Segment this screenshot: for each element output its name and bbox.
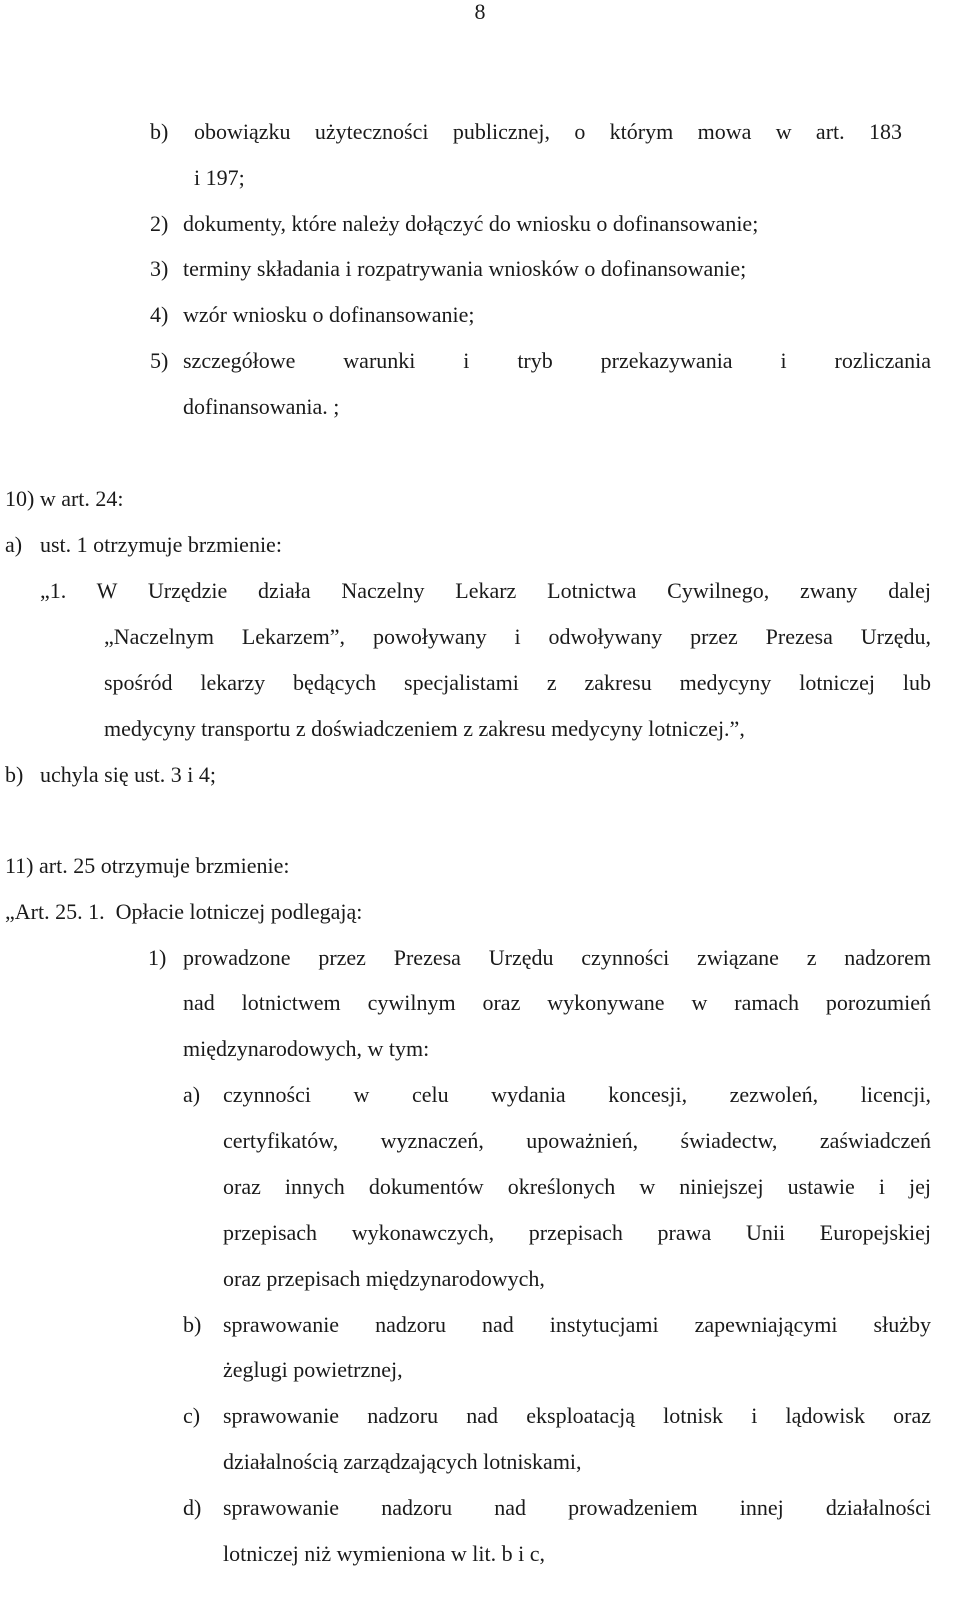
- list-item-5-line2: dofinansowania. ;: [183, 394, 340, 419]
- sub-d-line1: sprawowanie nadzoru nad prowadzeniem innej działalności: [223, 1495, 931, 1520]
- list-item-5-line1: szczegółowe warunki i tryb przekazywania i rozliczania: [183, 348, 931, 373]
- quote-line-3: spośród lekarzy będących specjalistami z zakresu medycyny lotniczej lub: [104, 670, 931, 695]
- sub-a-label: a): [183, 1082, 201, 1107]
- list-label-b: b): [150, 119, 169, 144]
- sub-b-line1: sprawowanie nadzoru nad instytucjami zapewniającymi służby: [223, 1312, 931, 1337]
- list-item-3: terminy składania i rozpatrywania wniosków o dofinansowanie;: [183, 256, 747, 281]
- sub-a-line3: oraz innych dokumentów określonych w niniejszej ustawie i jej: [223, 1174, 931, 1199]
- list-item-b-line2: i 197;: [194, 165, 245, 190]
- sub-a-line5: oraz przepisach międzynarodowych,: [223, 1266, 545, 1291]
- sub-c-label: c): [183, 1403, 201, 1428]
- point-10-a-label: a): [5, 532, 23, 557]
- list-item-4: wzór wniosku o dofinansowanie;: [183, 302, 475, 327]
- sub-a-line2: certyfikatów, wyznaczeń, upoważnień, świadectw, zaświadczeń: [223, 1128, 931, 1153]
- quote-line-1: „1. W Urzędzie działa Naczelny Lekarz Lotnictwa Cywilnego, zwany dalej: [40, 578, 931, 603]
- quote-line-4: medycyny transportu z doświadczeniem z zakresu medycyny lotniczej.”,: [104, 716, 745, 741]
- sub-a-line1: czynności w celu wydania koncesji, zezwoleń, licencji,: [223, 1082, 931, 1107]
- sub-b-label: b): [183, 1312, 202, 1337]
- art-25-heading: „Art. 25. 1. Opłacie lotniczej podlegają:: [5, 899, 363, 924]
- list-item-b-line1: obowiązku użyteczności publicznej, o którym mowa w art. 183: [194, 119, 902, 144]
- list-label-5: 5): [150, 348, 169, 373]
- sub-d-line2: lotniczej niż wymieniona w lit. b i c,: [223, 1541, 545, 1566]
- list-label-3: 3): [150, 256, 169, 281]
- sub-b-line2: żeglugi powietrznej,: [223, 1357, 403, 1382]
- point-10-a-text: ust. 1 otrzymuje brzmienie:: [40, 532, 282, 557]
- quote-line-2: „Naczelnym Lekarzem”, powoływany i odwoływany przez Prezesa Urzędu,: [104, 624, 931, 649]
- point-10-b-text: uchyla się ust. 3 i 4;: [40, 762, 216, 787]
- sub-a-line4: przepisach wykonawczych, przepisach prawa Unii Europejskiej: [223, 1220, 931, 1245]
- art-25-item-1-line3: międzynarodowych, w tym:: [183, 1036, 430, 1061]
- art-25-item-1-line2: nad lotnictwem cywilnym oraz wykonywane w ramach porozumień: [183, 990, 931, 1015]
- list-item-2: dokumenty, które należy dołączyć do wniosku o dofinansowanie;: [183, 211, 759, 236]
- sub-c-line1: sprawowanie nadzoru nad eksploatacją lotnisk i lądowisk oraz: [223, 1403, 931, 1428]
- list-label-2: 2): [150, 211, 169, 236]
- point-10-heading: 10) w art. 24:: [5, 486, 124, 511]
- art-25-item-1-line1: prowadzone przez Prezesa Urzędu czynności związane z nadzorem: [183, 945, 931, 970]
- point-10-b-label: b): [5, 762, 24, 787]
- art-25-item-1-label: 1): [148, 945, 167, 970]
- sub-d-label: d): [183, 1495, 202, 1520]
- sub-c-line2: działalnością zarządzających lotniskami,: [223, 1449, 582, 1474]
- list-label-4: 4): [150, 302, 169, 327]
- point-11-heading: 11) art. 25 otrzymuje brzmienie:: [5, 853, 290, 878]
- page-number: 8: [474, 0, 486, 24]
